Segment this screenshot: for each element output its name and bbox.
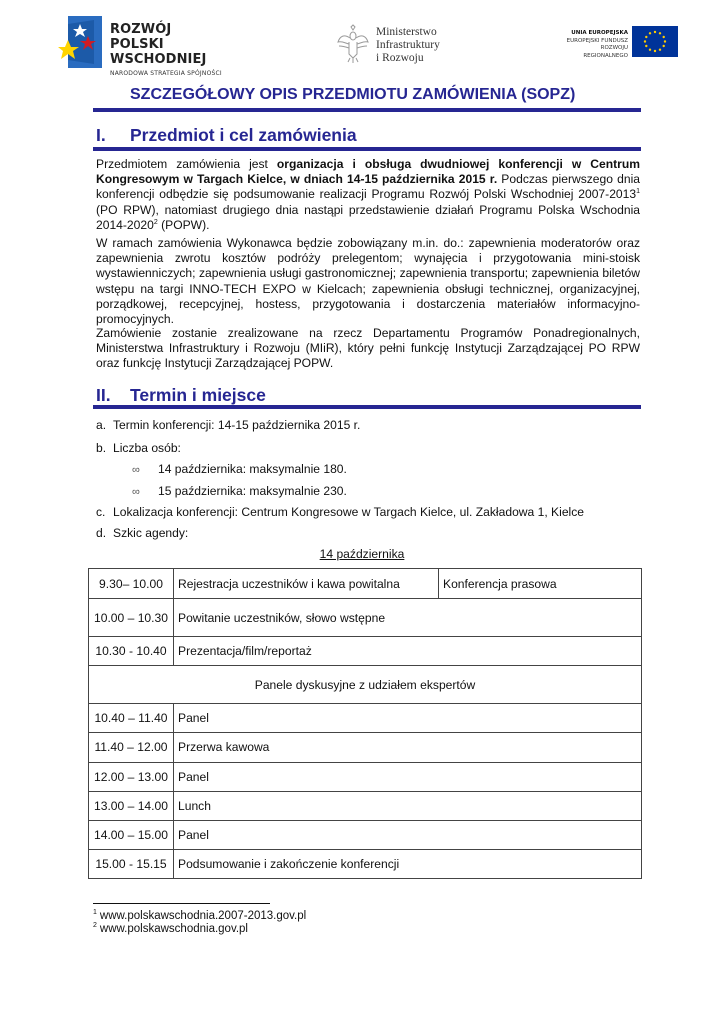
footnote-1	[93, 909, 306, 922]
eu-flag-icon	[632, 26, 678, 57]
list-item-text: Lokalizacja konferencji: Centrum Kongresowe w Targach Kielce, ul. Zakładowa 1, Kielce	[113, 505, 584, 519]
list-item-d	[96, 526, 188, 540]
section-2-heading	[96, 385, 266, 406]
agenda-event: Powitanie uczestników, słowo wstępne	[174, 599, 642, 637]
logo-ministerstwo	[336, 24, 466, 68]
agenda-time: 12.00 – 13.00	[89, 762, 174, 791]
eu-line1: UNIA EUROPEJSKA	[571, 30, 628, 36]
list-marker: b.	[96, 441, 107, 455]
agenda-span-heading: Panele dyskusyjne z udziałem ekspertów	[89, 666, 642, 704]
list-item-text: Szkic agendy:	[113, 526, 189, 540]
rpw-stars-flag-icon	[58, 16, 102, 68]
rpw-logo-line2: POLSKI WSCHODNIEJ	[110, 37, 207, 67]
agenda-event: Rejestracja uczestników i kawa powitalna	[174, 569, 439, 599]
sub-list-item	[132, 484, 347, 498]
agenda-event: Panel	[174, 762, 642, 791]
footnote-number: 1	[93, 909, 97, 916]
list-item-a	[96, 418, 360, 432]
polish-eagle-emblem-icon	[336, 24, 370, 64]
agenda-time: 11.40 – 12.00	[89, 733, 174, 762]
agenda-event: Lunch	[174, 791, 642, 820]
infinity-bullet-icon: ∞	[132, 486, 140, 498]
footnote-2	[93, 922, 248, 935]
list-item-b	[96, 441, 181, 455]
agenda-day-title: 14 października	[319, 547, 405, 561]
agenda-event: Przerwa kawowa	[174, 733, 642, 762]
title-underline-bar	[93, 108, 641, 112]
infinity-bullet-icon: ∞	[132, 464, 140, 476]
section-2-number: II.	[96, 385, 111, 405]
p1-text-d: (PO RPW), natomiast drugiego dnia nastąpi przedstawienie działań Programu Polska Wschodnia 2014-2020	[96, 202, 640, 232]
footnote-link[interactable]: www.polskawschodnia.gov.pl	[99, 922, 248, 935]
table-row	[89, 820, 642, 849]
agenda-time: 14.00 – 15.00	[89, 820, 174, 849]
table-row	[89, 599, 642, 637]
agenda-time: 15.00 - 15.15	[89, 850, 174, 879]
eu-line2: EUROPEJSKI FUNDUSZ	[566, 37, 628, 44]
ministry-line1: Ministerstwo	[376, 26, 437, 38]
agenda-event: Podsumowanie i zakończenie konferencji	[174, 850, 642, 879]
list-marker: d.	[96, 526, 107, 540]
ministry-line3: i Rozwoju	[376, 52, 424, 64]
list-marker: c.	[96, 505, 106, 519]
p1-text-e: (POPW).	[157, 217, 210, 232]
section-1-paragraph-1	[96, 157, 640, 233]
section-1-number: I.	[96, 125, 106, 145]
table-row	[89, 666, 642, 704]
eu-line3: ROZWOJU REGIONALNEGO	[583, 45, 628, 59]
section-1-paragraph-2: W ramach zamówienia Wykonawca będzie zobowiązany m.in. do.: zapewnienia moderatorów oraz zapewnienia zwrotu kosztów podróży prelegentom; wynajęcia i przygotowania mini-stoisk wystawienniczych; zapewnienia usługi gastronomicznej; zapewnienia transportu; zapewnienia biletów wstępu na targi INNO-TECH EXPO w Kielcach; zapewnienia obsługi technicznej, organizacyjnej, porządkowej, recepcyjnej, hostess, przygotowania i dostarczenia materiałów informacyjno-promocyjnych.	[96, 236, 640, 327]
rpw-logo-line1: ROZWÓJ	[110, 22, 172, 37]
document-title: SZCZEGÓŁOWY OPIS PRZEDMIOTU ZAMÓWIENIA (SOPZ)	[130, 86, 576, 103]
table-row	[89, 850, 642, 879]
section-1-title: Przedmiot i cel zamówienia	[130, 125, 357, 145]
logo-unia-europejska	[560, 26, 680, 60]
footnote-link[interactable]: www.polskawschodnia.2007-2013.gov.pl	[99, 909, 307, 922]
agenda-table	[88, 568, 642, 879]
agenda-time: 9.30– 10.00	[89, 569, 174, 599]
logo-rozwoj-polski-wschodniej	[58, 16, 258, 77]
list-marker: a.	[96, 418, 107, 432]
agenda-time: 10.30 - 10.40	[89, 637, 174, 666]
footnote-ref-2: 2	[153, 218, 158, 226]
footnote-number: 2	[93, 922, 97, 929]
table-row	[89, 733, 642, 762]
agenda-time: 10.40 – 11.40	[89, 704, 174, 733]
table-row	[89, 762, 642, 791]
table-row	[89, 569, 642, 599]
p1-text-bold: organizacja i obsługa dwudniowej konferencji w Centrum Kongresowym w Targach Kielce, w dniach 14-15 października 2015 r.	[96, 157, 641, 187]
agenda-event: Panel	[174, 820, 642, 849]
p1-text-a: Przedmiotem zamówienia jest	[96, 157, 277, 171]
rpw-logo-line3: NARODOWA STRATEGIA SPÓJNOŚCI	[110, 70, 222, 77]
p1-text-c: Podczas pierwszego dnia konferencji odbędzie się podsumowanie realizacji Programu Rozwój Polski Wschodniej 2007-2013	[96, 172, 640, 202]
section-1-paragraph-3: Zamówienie zostanie zrealizowane na rzecz Departamentu Programów Ponadregionalnych, Ministerstwa Infrastruktury i Rozwoju (MIiR), który pełni funkcję Instytucji Zarządzającej PO RPW oraz funkcję Instytucji Zarządzającej POPW.	[96, 326, 640, 371]
agenda-event: Prezentacja/film/reportaż	[174, 637, 642, 666]
section-2-title: Termin i miejsce	[130, 385, 266, 405]
section-1-bar	[93, 147, 641, 151]
agenda-event: Panel	[174, 704, 642, 733]
agenda-time: 13.00 – 14.00	[89, 791, 174, 820]
sub-list-item-text: 14 października: maksymalnie 180.	[158, 462, 347, 476]
footnote-separator	[93, 903, 270, 904]
agenda-extra: Konferencja prasowa	[439, 569, 642, 599]
sub-list-item-text: 15 października: maksymalnie 230.	[158, 484, 347, 498]
agenda-time: 10.00 – 10.30	[89, 599, 174, 637]
list-item-text: Termin konferencji: 14-15 października 2015 r.	[113, 418, 361, 432]
table-row	[89, 791, 642, 820]
sub-list-item	[132, 462, 347, 476]
ministry-line2: Infrastruktury	[376, 39, 440, 51]
section-1-heading	[96, 125, 357, 146]
footnote-ref-1: 1	[636, 188, 640, 196]
table-row	[89, 704, 642, 733]
list-item-text: Liczba osób:	[113, 441, 181, 455]
section-2-bar	[93, 405, 641, 409]
table-row	[89, 637, 642, 666]
list-item-c	[96, 505, 584, 519]
